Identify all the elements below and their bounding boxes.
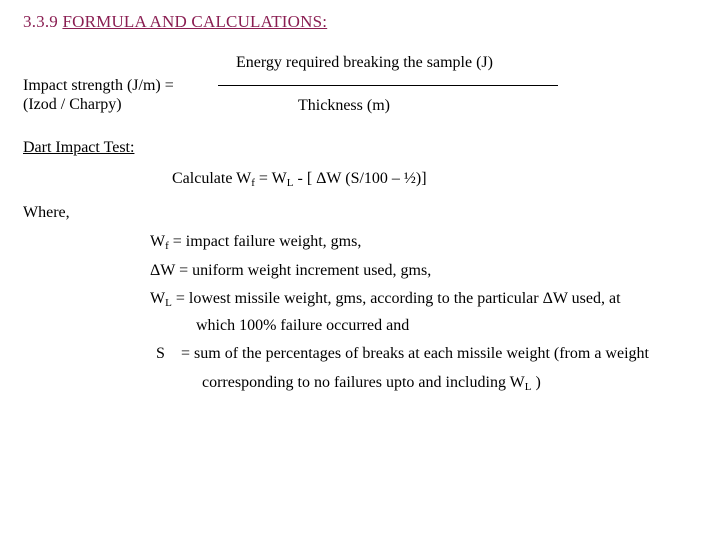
dart-sub-l: L	[286, 177, 294, 189]
definition-wf	[150, 233, 361, 251]
formula-denominator: Thickness (m)	[298, 97, 390, 114]
dart-sub-f: f	[251, 177, 255, 189]
section-number: 3.3.9	[23, 12, 58, 31]
wf-subscript: f	[165, 240, 169, 252]
s-cont-subscript: L	[524, 381, 532, 393]
formula-numerator: Energy required breaking the sample (J)	[236, 54, 493, 71]
formula-lhs-line2: (Izod / Charpy)	[23, 96, 122, 113]
formula-lhs-line1: Impact strength (J/m) =	[23, 77, 174, 94]
definition-wl-continued: which 100% failure occurred and	[196, 317, 410, 334]
dart-calc-suffix: - [ ΔW (S/100 – ½)]	[293, 170, 427, 187]
wl-text: = lowest missile weight, gms, according to the particular ΔW used, at	[171, 290, 621, 307]
s-cont-suffix: )	[531, 374, 541, 391]
wf-text: = impact failure weight, gms,	[168, 233, 362, 250]
dart-calc-mid: = W	[254, 170, 287, 187]
definition-wl	[150, 290, 621, 308]
section-heading	[23, 12, 327, 32]
definition-s-symbol: S	[156, 345, 165, 362]
wf-symbol: W	[150, 233, 166, 250]
wl-subscript: L	[165, 297, 172, 309]
dart-formula	[172, 170, 427, 188]
dart-impact-label: Dart Impact Test:	[23, 139, 135, 156]
fraction-bar	[218, 85, 558, 86]
dart-calc-prefix: Calculate W	[172, 170, 252, 187]
definition-dw: ΔW = uniform weight increment used, gms,	[150, 262, 432, 279]
where-label: Where,	[23, 204, 70, 221]
section-title: FORMULA AND CALCULATIONS:	[62, 12, 328, 31]
s-cont-prefix: corresponding to no failures upto and including W	[202, 374, 525, 391]
definition-s-continued	[202, 374, 541, 392]
wl-symbol: W	[150, 290, 166, 307]
definition-s: = sum of the percentages of breaks at each missile weight (from a weight	[181, 345, 649, 362]
